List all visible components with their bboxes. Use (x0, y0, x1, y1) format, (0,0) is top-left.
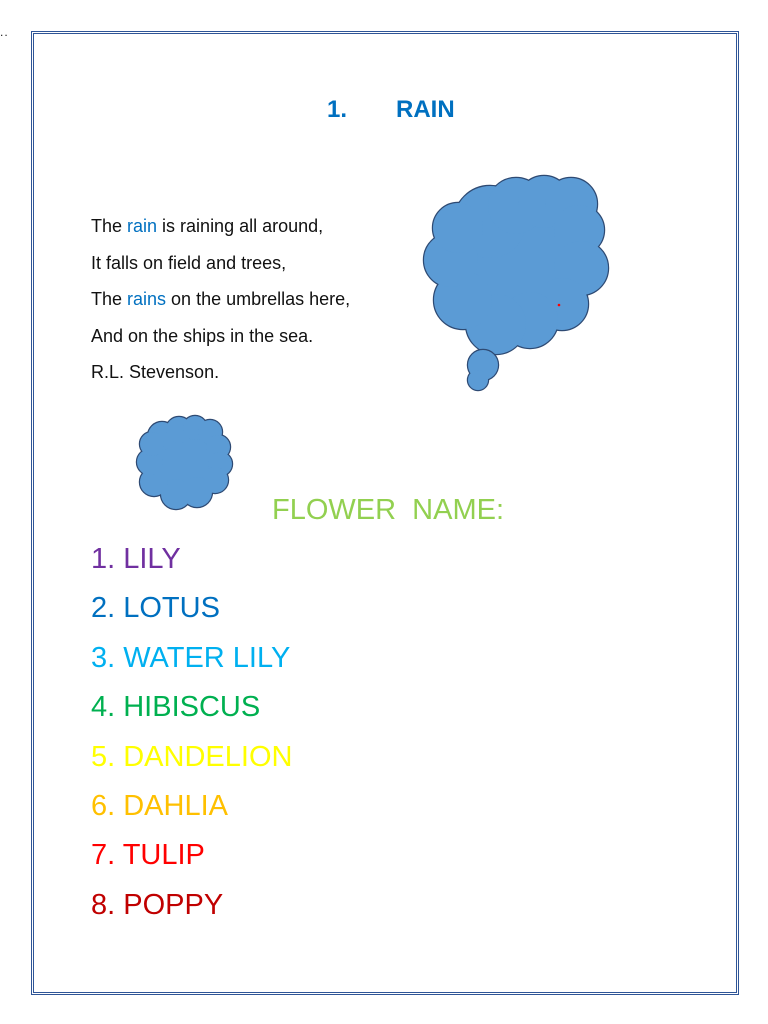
cloud-large-tail (468, 350, 498, 390)
flower-item: 3. WATER LILY (91, 641, 291, 674)
poem-word-rain: rain (127, 216, 158, 236)
thought-cloud-large (418, 168, 613, 396)
poem-heading (327, 96, 455, 124)
corner-mark: .. (0, 25, 9, 39)
flower-item: 6. DAHLIA (91, 789, 228, 822)
poem-line-1-end: is raining all around, (157, 216, 324, 236)
flower-list (91, 541, 292, 936)
flower-list-title: FLOWER NAME: (272, 494, 505, 526)
cloud-puff (468, 370, 488, 390)
flower-item: 8. POPPY (91, 888, 224, 921)
cloud-large-body (424, 176, 608, 354)
cloud-small-body (137, 416, 232, 509)
poem-line-1-start: The (91, 216, 128, 236)
cloud-fill-layer (468, 350, 498, 390)
cloud-puff (140, 432, 164, 456)
cloud-puff (433, 203, 483, 253)
flower-item: 4. HIBISCUS (91, 691, 261, 724)
cloud-small (132, 412, 234, 514)
flower-item: 2. LOTUS (91, 592, 220, 625)
poem-word-rains: rains (127, 289, 167, 309)
poem-line-4: And on the ships in the sea. (91, 325, 314, 346)
poem-line-1 (91, 208, 350, 245)
flower-item: 7. TULIP (91, 839, 205, 872)
poem-line-2: It falls on field and trees, (91, 252, 287, 273)
heading-title: RAIN (396, 96, 455, 123)
poem-line-3 (91, 281, 350, 318)
cloud-fill-layer (137, 416, 232, 509)
poem-line-3-end: on the umbrellas here, (166, 289, 351, 309)
heading-number: 1. (327, 96, 348, 123)
poem-author: R.L. Stevenson. (91, 362, 220, 382)
flower-item: 1. LILY (91, 543, 181, 575)
red-dot (558, 304, 561, 307)
poem-line-3-start: The (91, 289, 128, 309)
poem-text (91, 208, 350, 391)
flower-item: 5. DANDELION (91, 740, 293, 773)
